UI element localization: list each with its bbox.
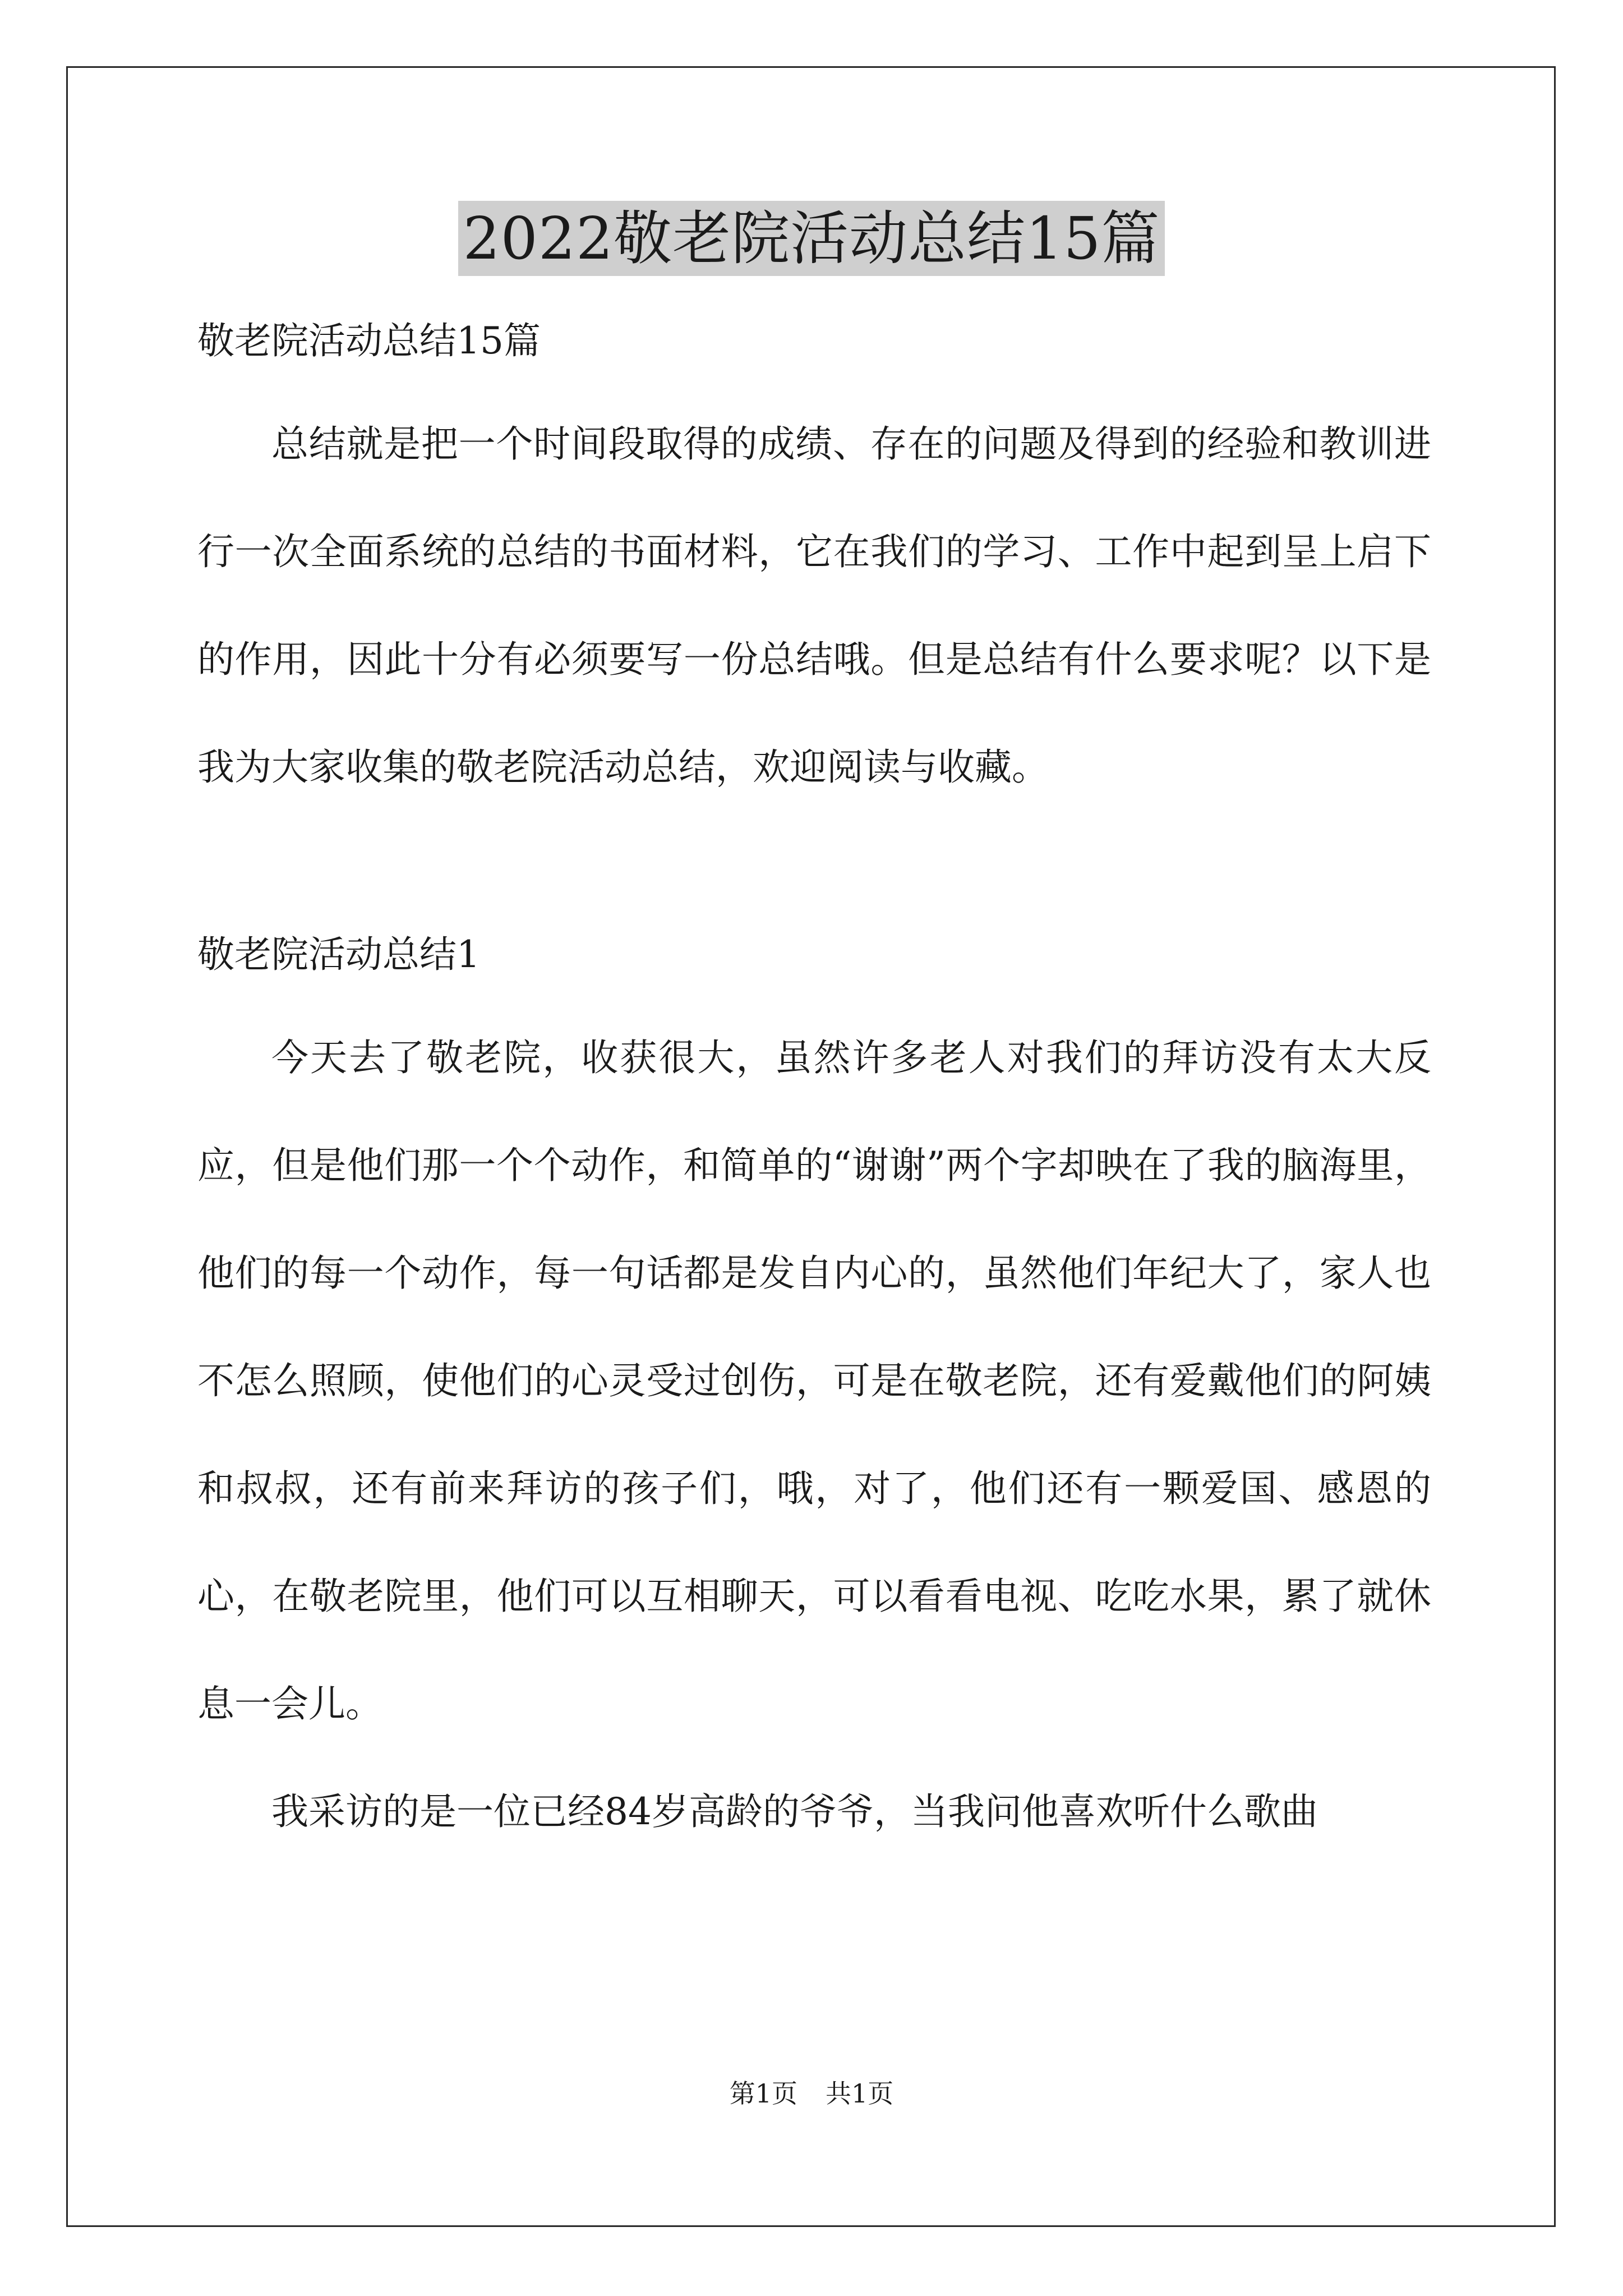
document-title	[0, 201, 1623, 276]
page-number-total: 共1页	[826, 2078, 894, 2109]
page-number-current: 第1页	[729, 2078, 797, 2109]
document-subtitle: 敬老院活动总结15篇	[197, 319, 541, 362]
section-heading: 敬老院活动总结1	[197, 933, 480, 976]
section-paragraph: 今天去了敬老院，收获很大，虽然许多老人对我们的拜访没有太大反应，但是他们那一个个动作，和简单的“谢谢”两个字却映在了我的脑海里，他们的每一个动作，每一句话都是发自内心的，虽然他们年纪大了，家人也不怎么照顾，使他们的心灵受过创伤，可是在敬老院，还有爱戴他们的阿姨和叔叔，还有前来拜访的孩子们，哦，对了，他们还有一颗爱国、感恩的心，在敬老院里，他们可以互相聊天，可以看看电视、吃吃水果，累了就休息一会儿。	[197, 1036, 1431, 1726]
document-body	[197, 314, 1431, 1866]
document-title-text: 2022敬老院活动总结15篇	[458, 201, 1164, 276]
intro-paragraph: 总结就是把一个时间段取得的成绩、存在的问题及得到的经验和教训进行一次全面系统的总结的书面材料，它在我们的学习、工作中起到呈上启下的作用，因此十分有必须要写一份总结哦。但是总结有什么要求呢？以下是我为大家收集的敬老院活动总结，欢迎阅读与收藏。	[197, 422, 1431, 789]
page-footer	[0, 2077, 1623, 2110]
section-paragraph: 我采访的是一位已经84岁高龄的爷爷，当我问他喜欢听什么歌曲	[271, 1790, 1318, 1833]
